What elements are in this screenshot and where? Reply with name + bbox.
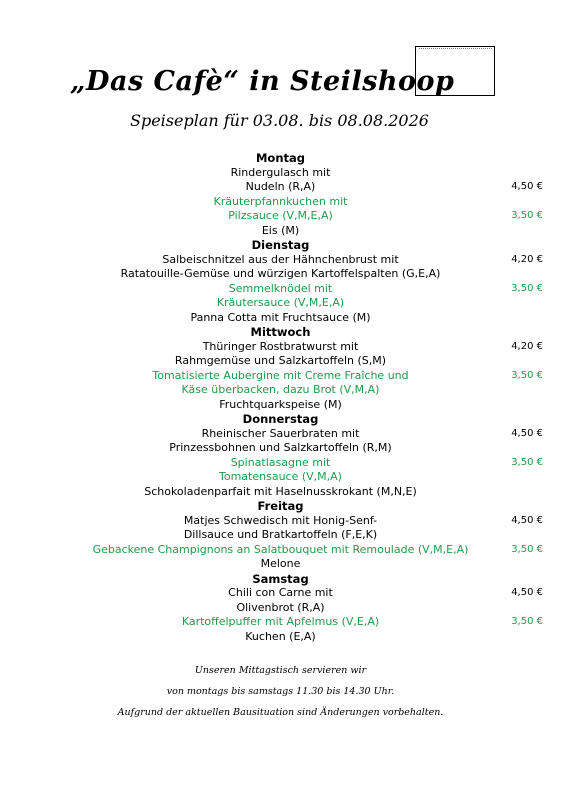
dish-text: Salbeischnitzel aus der Hähnchenbrust mit bbox=[162, 252, 399, 266]
dish-text: Panna Cotta mit Fruchtsauce (M) bbox=[190, 310, 371, 324]
menu-row bbox=[0, 586, 561, 601]
footer-note bbox=[0, 660, 561, 724]
dish-text: Tomatensauce (V,M,A) bbox=[219, 470, 342, 483]
menu-row bbox=[0, 601, 561, 616]
dish-price: 4,20 € bbox=[511, 253, 543, 265]
dish-text: Spinatlasagne mit bbox=[230, 455, 331, 469]
dish-price: 3,50 € bbox=[511, 369, 543, 381]
dish-text: Gebackene Champignons an Salatbouquet mit Remoulade (V,M,E,A) bbox=[92, 542, 469, 556]
day-name: Montag bbox=[255, 151, 306, 165]
footer-line-1: Unseren Mittagstisch servieren wir bbox=[194, 665, 367, 676]
dish-text: Semmelknödel mit bbox=[228, 281, 333, 295]
dish-text: Ratatouille-Gemüse und würzigen Kartoffelspalten (G,E,A) bbox=[120, 267, 441, 280]
menu-row bbox=[0, 224, 561, 239]
dish-text: Rahmgemüse und Salzkartoffeln (S,M) bbox=[174, 354, 387, 367]
day-name: Donnerstag bbox=[242, 412, 319, 426]
dish-price: 4,50 € bbox=[511, 427, 543, 439]
dish-price: 3,50 € bbox=[511, 282, 543, 294]
dish-text: Olivenbrot (R,A) bbox=[236, 600, 325, 614]
menu-row bbox=[0, 456, 561, 471]
dish-text: Tomatisierte Aubergine mit Creme Fraîche und bbox=[152, 368, 409, 382]
dish-price: 3,50 € bbox=[511, 543, 543, 555]
day-name: Dienstag bbox=[251, 238, 310, 252]
dish-price: 4,20 € bbox=[511, 340, 543, 352]
dish-text: Kuchen (E,A) bbox=[245, 629, 316, 643]
menu-row bbox=[0, 470, 561, 485]
menu-row bbox=[0, 166, 561, 181]
menu-row bbox=[0, 630, 561, 645]
day-name: Mittwoch bbox=[250, 325, 311, 339]
footer-line-3: Aufgrund der aktuellen Bausituation sind Änderungen vorbehalten. bbox=[117, 707, 444, 718]
menu-row bbox=[0, 282, 561, 297]
day-name: Samstag bbox=[252, 571, 309, 586]
dish-text: Kräuterpfannkuchen mit bbox=[213, 194, 348, 208]
menu-row bbox=[0, 427, 561, 442]
day-name: Freitag bbox=[257, 499, 304, 513]
menu-row bbox=[0, 441, 561, 456]
dish-price: 4,50 € bbox=[511, 514, 543, 526]
dish-text: Käse überbacken, dazu Brot (V,M,A) bbox=[181, 383, 380, 396]
menu-row bbox=[0, 253, 561, 268]
dish-text: Fruchtquarkspeise (M) bbox=[219, 397, 342, 411]
dish-text: Nudeln (R,A) bbox=[245, 180, 316, 193]
menu-row bbox=[0, 398, 561, 413]
dish-price: 3,50 € bbox=[511, 616, 543, 627]
dish-text: Schokoladenparfait mit Haselnusskrokant (M,N,E) bbox=[144, 484, 417, 498]
dish-text: Eis (M) bbox=[261, 223, 300, 237]
day-heading bbox=[0, 412, 561, 427]
dish-text: Chili con Carne mit bbox=[228, 586, 333, 599]
menu-row bbox=[0, 383, 561, 398]
menu-row bbox=[0, 615, 561, 630]
dish-price: 4,50 € bbox=[511, 181, 543, 192]
menu-date-range: Speiseplan für 03.08. bis 08.08.2026 bbox=[130, 111, 429, 130]
dish-price: 4,50 € bbox=[511, 587, 543, 598]
menu-row bbox=[0, 340, 561, 355]
day-heading bbox=[0, 238, 561, 253]
day-heading bbox=[0, 572, 561, 587]
dish-text: Thüringer Rostbratwurst mit bbox=[202, 339, 359, 353]
dish-price: 3,50 € bbox=[511, 456, 543, 468]
menu-row bbox=[0, 485, 561, 500]
dish-text: Dillsauce und Bratkartoffeln (F,E,K) bbox=[183, 528, 378, 541]
logo-fine-print bbox=[419, 48, 492, 51]
menu-row bbox=[0, 296, 561, 311]
dish-text: Rheinischer Sauerbraten mit bbox=[201, 426, 360, 440]
day-heading bbox=[0, 325, 561, 340]
menu-row bbox=[0, 267, 561, 282]
menu-row bbox=[0, 195, 561, 210]
menu-row bbox=[0, 311, 561, 326]
footer-line-2: von montags bis samstags 11.30 bis 14.30 Uhr. bbox=[166, 686, 395, 697]
dish-text: Pilzsauce (V,M,E,A) bbox=[228, 209, 333, 222]
dish-text: Prinzessbohnen und Salzkartoffeln (R,M) bbox=[169, 441, 392, 454]
dish-text: Kartoffelpuffer mit Apfelmus (V,E,A) bbox=[181, 615, 380, 628]
dish-text: Rindergulasch mit bbox=[230, 165, 331, 179]
dish-text: Melone bbox=[260, 557, 301, 570]
menu-row bbox=[0, 528, 561, 543]
day-heading bbox=[0, 151, 561, 166]
dish-price: 3,50 € bbox=[511, 210, 543, 221]
menu-row bbox=[0, 354, 561, 369]
weekly-menu bbox=[0, 151, 561, 644]
menu-row bbox=[0, 514, 561, 529]
menu-row bbox=[0, 180, 561, 195]
menu-row bbox=[0, 543, 561, 558]
dish-text: Kräutersauce (V,M,E,A) bbox=[216, 296, 345, 309]
dish-text: Matjes Schwedisch mit Honig-Senf- bbox=[183, 513, 378, 527]
menu-row bbox=[0, 209, 561, 224]
page-title: „Das Cafè“ in Steilshoop bbox=[70, 66, 455, 97]
day-heading bbox=[0, 499, 561, 514]
menu-row bbox=[0, 557, 561, 572]
menu-row bbox=[0, 369, 561, 384]
